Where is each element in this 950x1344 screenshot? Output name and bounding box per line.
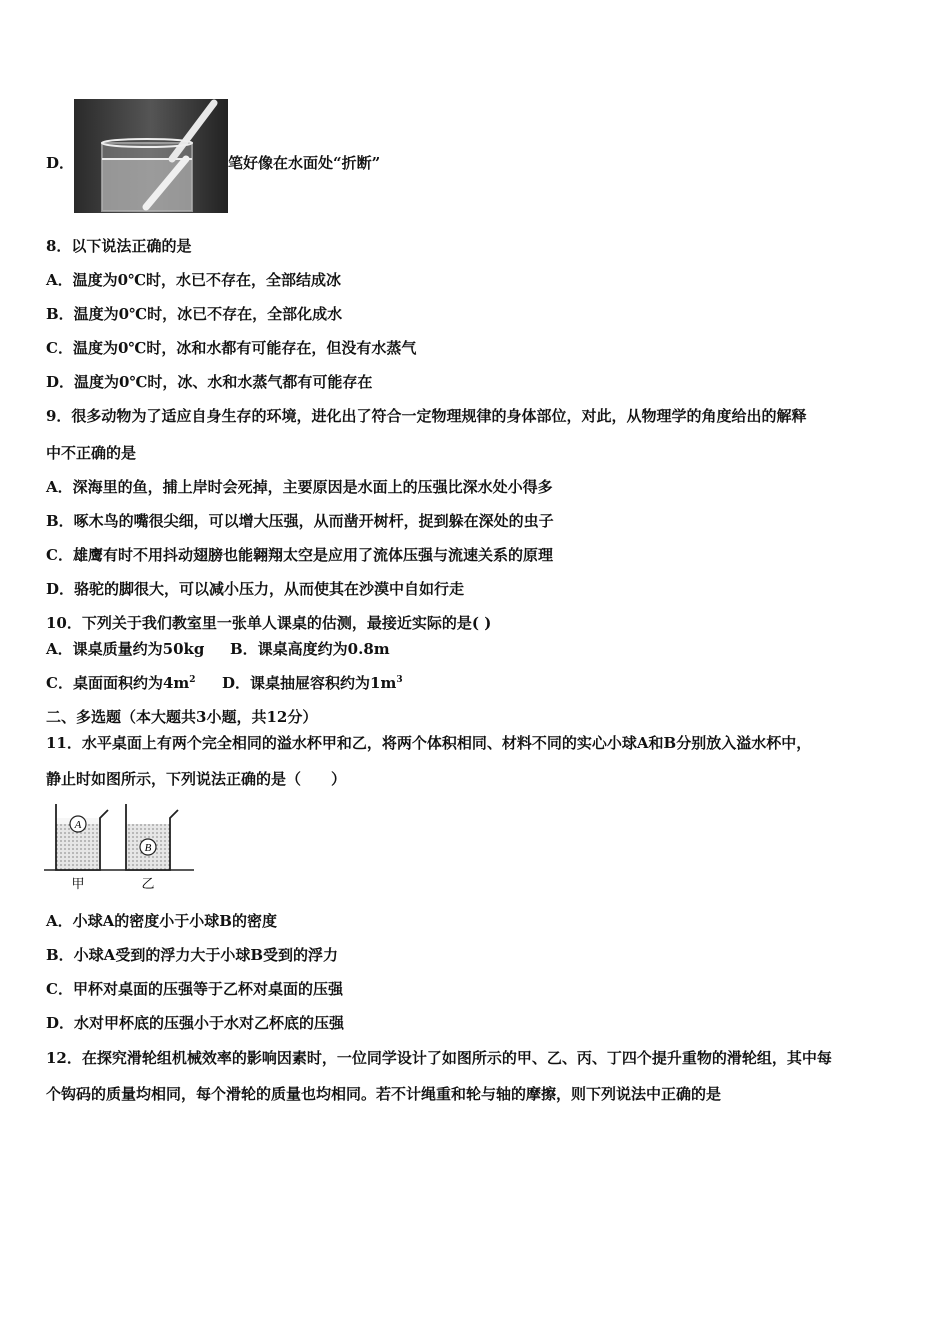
- q12-stem-line1: 12．在探究滑轮组机械效率的影响因素时，一位同学设计了如图所示的甲、乙、丙、丁四个提升重物的滑轮组，其中每: [46, 1049, 832, 1067]
- q10-option-c-sup: 2: [189, 675, 196, 685]
- q11-option-c: C．甲杯对桌面的压强等于乙杯对桌面的压强: [46, 980, 343, 998]
- q10-option-d: [222, 673, 403, 693]
- q7-option-d-label: D．: [46, 154, 75, 172]
- cup-right: [126, 804, 178, 870]
- q10-option-a: A．课桌质量约为50kg: [46, 640, 205, 658]
- q9-option-c: C．雄鹰有时不用抖动翅膀也能翱翔太空是应用了流体压强与流速关系的原理: [46, 546, 553, 564]
- q11-stem-line2: 静止时如图所示，下列说法正确的是（ ）: [46, 770, 347, 788]
- q9-stem-line1: 9．很多动物为了适应自身生存的环境，进化出了符合一定物理规律的身体部位，对此，从物理学的角度给出的解释: [46, 407, 807, 425]
- q10-option-c-text: C．桌面面积约为4m: [46, 674, 190, 692]
- q10-option-c: [46, 673, 196, 693]
- q8-option-d: D．温度为0℃时，冰、水和水蒸气都有可能存在: [46, 373, 373, 391]
- q10-option-d-sup: 3: [396, 675, 403, 685]
- ball-b-label: B: [144, 842, 152, 854]
- q8-stem: 8．以下说法正确的是: [46, 237, 192, 255]
- q9-option-a: A．深海里的鱼，捕上岸时会死掉，主要原因是水面上的压强比深水处小得多: [46, 478, 553, 496]
- cup-left: [56, 804, 108, 870]
- q12-stem-line2: 个钩码的质量均相同，每个滑轮的质量也均相同。若不计绳重和轮与轴的摩擦，则下列说法中正确的是: [46, 1085, 722, 1103]
- q9-option-d: D．骆驼的脚很大，可以减小压力，从而使其在沙漠中自如行走: [46, 580, 465, 598]
- q9-option-b: B．啄木鸟的嘴很尖细，可以增大压强，从而凿开树杆，捉到躲在深处的虫子: [46, 512, 554, 530]
- q11-option-a: A．小球A的密度小于小球B的密度: [46, 912, 277, 930]
- cup-left-label: 甲: [71, 877, 85, 892]
- section2-heading: 二、多选题（本大题共3小题，共12分）: [46, 708, 318, 726]
- pencil-in-water-photo: [74, 99, 228, 213]
- q10-option-b: B．课桌高度约为0.8m: [230, 640, 390, 658]
- q8-option-a: A．温度为0℃时，水已不存在，全部结成冰: [46, 271, 342, 289]
- overflow-cups-figure: [44, 800, 194, 894]
- q7-option-d-text: 笔好像在水面处“折断”: [228, 154, 381, 172]
- q8-option-b: B．温度为0℃时，冰已不存在，全部化成水: [46, 305, 343, 323]
- q8-option-c: C．温度为0℃时，冰和水都有可能存在，但没有水蒸气: [46, 339, 417, 357]
- cup-right-label: 乙: [141, 877, 155, 892]
- q11-option-d: D．水对甲杯底的压强小于水对乙杯底的压强: [46, 1014, 345, 1032]
- q11-option-b: B．小球A受到的浮力大于小球B受到的浮力: [46, 946, 338, 964]
- q10-option-d-text: D．课桌抽屉容积约为1m: [222, 674, 397, 692]
- ball-a-label: A: [74, 819, 82, 831]
- q9-stem-line2: 中不正确的是: [46, 444, 137, 462]
- q11-stem-line1: 11．水平桌面上有两个完全相同的溢水杯甲和乙，将两个体积相同、材料不同的实心小球A和B分别放入溢水杯中，: [46, 734, 812, 752]
- q10-stem: 10．下列关于我们教室里一张单人课桌的估测，最接近实际的是( ): [46, 614, 492, 632]
